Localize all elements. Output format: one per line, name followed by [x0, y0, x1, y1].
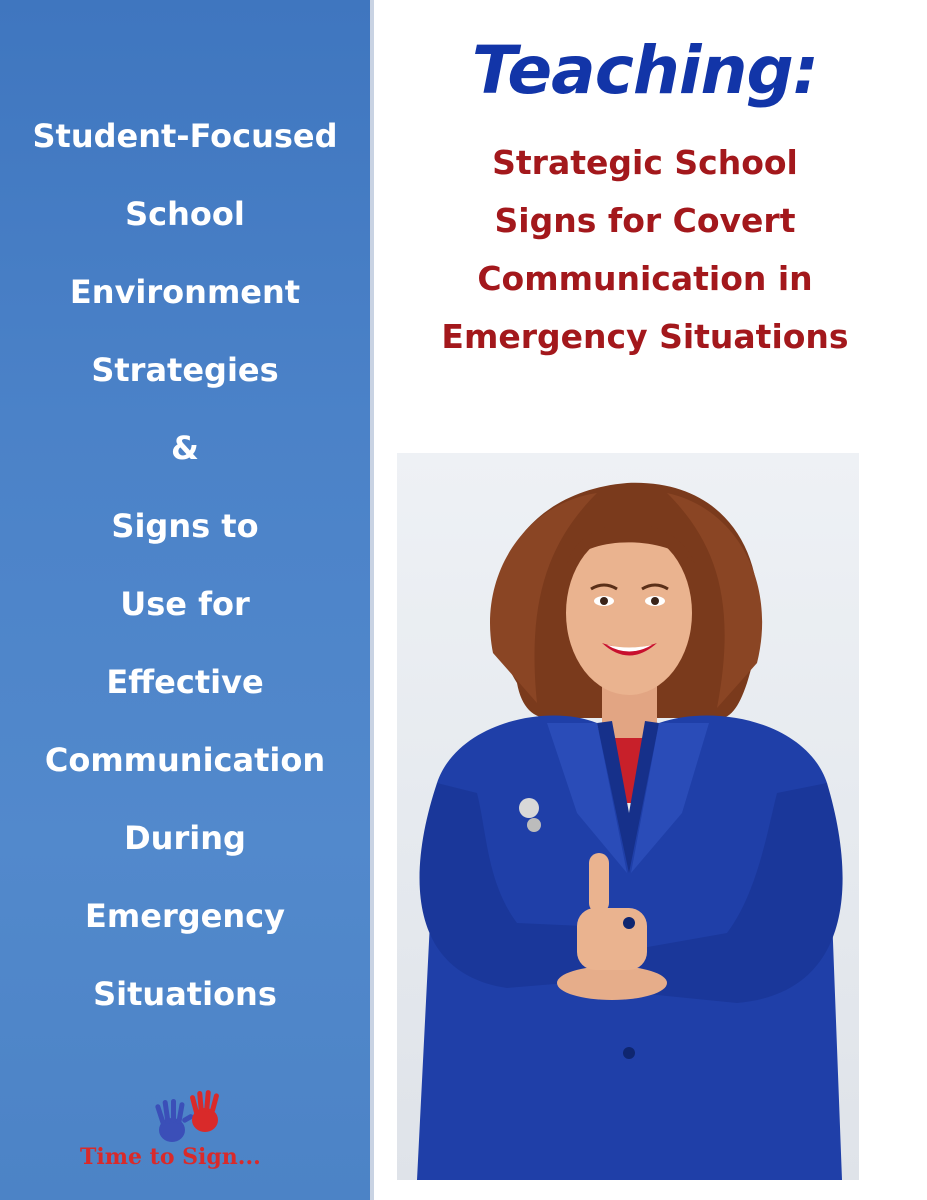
- logo-text: Time to Sign...: [80, 1144, 261, 1170]
- sidebar-line: School: [125, 195, 245, 233]
- left-sidebar: [0, 0, 370, 1200]
- sidebar-line: Communication: [44, 741, 326, 779]
- sidebar-line: Situations: [93, 975, 277, 1013]
- subtitle-line: Emergency Situations: [441, 317, 849, 356]
- two-hands-logo-icon: [150, 1090, 230, 1150]
- sidebar-line: Effective: [106, 663, 264, 701]
- sidebar-divider: [370, 0, 374, 1200]
- photo-illustration: [397, 453, 859, 1180]
- subtitle-line: Signs for Covert: [494, 201, 796, 240]
- main-title: Teaching:: [471, 32, 819, 109]
- sidebar-line: &: [171, 429, 199, 467]
- sidebar-line: Student-Focused: [32, 117, 338, 155]
- publisher-logo: [70, 1090, 310, 1185]
- woman-signing-photo: [397, 453, 859, 1180]
- sidebar-line: Use for: [120, 585, 250, 623]
- sidebar-line: During: [124, 819, 246, 857]
- sidebar-line: Emergency: [85, 897, 285, 935]
- subtitle-line: Strategic School: [492, 143, 798, 182]
- sidebar-line: Environment: [69, 273, 301, 311]
- subtitle-line: Communication in: [477, 259, 813, 298]
- sidebar-line: Strategies: [91, 351, 279, 389]
- subtitle: [390, 136, 900, 368]
- sidebar-text: [0, 108, 370, 1044]
- sidebar-line: Signs to: [111, 507, 259, 545]
